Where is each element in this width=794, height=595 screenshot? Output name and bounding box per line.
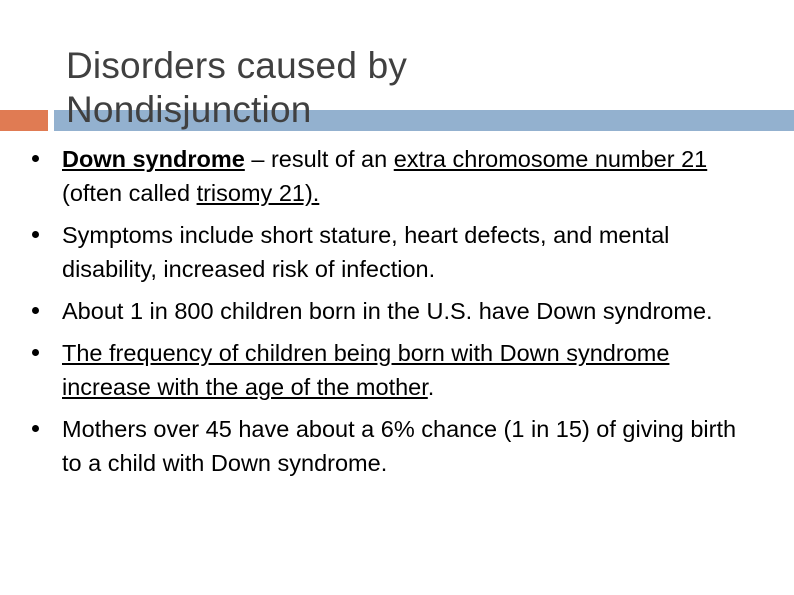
bullet-dot-icon xyxy=(32,307,39,314)
bullet-text-segment: trisomy 21). xyxy=(196,180,320,206)
bullet-text-segment: About 1 in 800 children born in the U.S. have Down syndrome. xyxy=(62,298,713,324)
bullet-dot-icon xyxy=(32,425,39,432)
bullet-list xyxy=(32,142,752,488)
bullet-text-segment: Mothers over 45 have about a 6% chance (1 in 15) of giving birth to a child with Down syndrome. xyxy=(62,416,737,476)
bullet-item xyxy=(32,142,752,210)
slide-title: Disorders caused by Nondisjunction xyxy=(66,45,408,131)
bullet-text-segment: . xyxy=(427,374,435,400)
bullet-text-segment: Down syndrome xyxy=(62,146,245,172)
bullet-dot-icon xyxy=(32,231,39,238)
bullet-text-segment: extra chromosome number 21 xyxy=(393,146,708,172)
title-accent-bar-orange xyxy=(0,110,48,131)
bullet-item xyxy=(32,218,752,286)
bullet-text-segment: (often called xyxy=(62,180,197,206)
bullet-dot-icon xyxy=(32,155,39,162)
bullet-item xyxy=(32,336,752,404)
bullet-text-segment: The frequency of children being born with Down syndrome increase with the age of the mother xyxy=(62,340,670,400)
bullet-item xyxy=(32,294,752,328)
bullet-text-segment: – result of an xyxy=(244,146,394,172)
bullet-dot-icon xyxy=(32,349,39,356)
bullet-text-segment: Symptoms include short stature, heart defects, and mental disability, increased risk of infection. xyxy=(62,222,670,282)
bullet-item xyxy=(32,412,752,480)
